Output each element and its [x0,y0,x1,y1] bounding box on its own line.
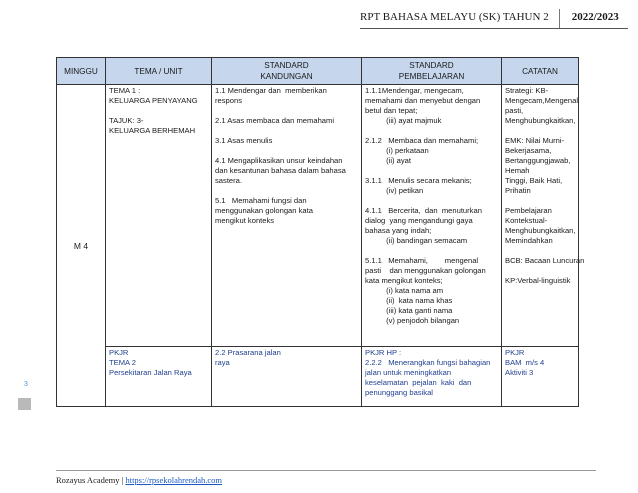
table-header-row [57,58,579,85]
cell-line: Aktiviti 3 [505,368,534,377]
header-sk-line: STANDARD [264,61,309,70]
cell-line: TEMA 1 : [109,86,141,95]
cell-line: (iv) petikan [365,186,424,195]
cell-line: KELUARGA PENYAYANG [109,96,198,105]
cell-line: 4.1.1 Bercerita, dan menuturkan [365,206,482,215]
week-cell: M 4 [57,85,106,407]
cell-line: PKJR [109,348,129,357]
cell-line: TEMA 2 [109,358,137,367]
cell-line: BAM m/s 4 [505,358,545,367]
catatan-cell [502,347,579,407]
tema-cell [106,85,212,347]
page-footer [56,470,596,485]
rpt-table [56,57,585,407]
cell-line: respons [215,96,243,105]
cell-line: Persekitaran Jalan Raya [109,368,192,377]
cell-line: betul dan tepat; [365,106,418,115]
page-header [360,6,628,29]
cell-line: 1.1.1Mendengar, mengecam, [365,86,464,95]
footer-link[interactable]: https://rpsekolahrendah.com [125,475,222,485]
cell-line [215,126,358,136]
cell-line: 2.1 Asas membaca dan memahami [215,116,335,125]
cell-line: Bekerjasama, [505,146,552,155]
page-tab-marker [18,398,31,410]
sp-cell [362,85,502,347]
header-minggu: MINGGU [57,58,106,85]
cell-line: 2.2 Prasarana jalan [215,348,281,357]
cell-line: Mengecam,Mengenal [505,96,579,105]
cell-line: Strategi: KB- [505,86,549,95]
academic-year: 2022/2023 [571,11,619,23]
sk-cell [212,347,362,407]
table-row [57,85,579,347]
page-number: 3 [24,381,28,388]
cell-line: 3.1 Asas menulis [215,136,273,145]
cell-line [505,246,575,256]
cell-line: PKJR HP : [365,348,402,357]
cell-line: (ii) bandingan semacam [365,236,468,245]
cell-line: memahami dan menyebut dengan [365,96,481,105]
cell-line: kata mengikut konteks; [365,276,443,285]
header-standard-kandungan [212,58,362,85]
cell-line: Pembelajaran [505,206,552,215]
cell-line [505,196,575,206]
cell-line: (iii) ayat majmuk [365,116,442,125]
cell-line: 2.1.2 Membaca dan memahami; [365,136,479,145]
cell-line: pasti dan menggunakan golongan [365,266,486,275]
cell-line: jalan untuk meningkatkan [365,368,452,377]
cell-line [215,106,358,116]
cell-line: bahasa yang indah; [365,226,432,235]
cell-line: dialog yang mengandungi gaya [365,216,473,225]
footer-text: Rozayus Academy | [56,475,124,485]
cell-line [365,196,498,206]
cell-line [215,146,358,156]
cell-line: 4.1 Mengaplikasikan unsur keindahan [215,156,343,165]
catatan-cell [502,85,585,347]
cell-line: Tinggi, Baik Hati, [505,176,563,185]
header-sp-line: STANDARD [409,61,454,70]
header-standard-pembelajaran [362,58,502,85]
cell-line: pasti, [505,106,524,115]
document-title: RPT BAHASA MELAYU (SK) TAHUN 2 [360,9,560,28]
cell-line: BCB: Bacaan Luncuran [505,256,585,265]
cell-line: (i) perkataan [365,146,429,155]
cell-line: EMK: Nilai Murni- [505,136,565,145]
table-row [57,347,579,407]
cell-line: 3.1.1 Menulis secara mekanis; [365,176,472,185]
header-sk-line: KANDUNGAN [260,72,313,81]
cell-line: keselamatan pejalan kaki dan [365,378,472,387]
cell-line: dan kesantunan bahasa dalam bahasa [215,166,346,175]
cell-line: 1.1 Mendengar dan memberikan [215,86,327,95]
cell-line: Menghubungkaitkan, [505,226,576,235]
header-sp-line: PEMBELAJARAN [398,72,465,81]
cell-line: raya [215,358,230,367]
cell-line: PKJR [505,348,525,357]
cell-line: Kontekstual- [505,216,548,225]
cell-line: 5.1.1 Memahami, mengenal [365,256,479,265]
cell-line: Prihatin [505,186,531,195]
cell-line: 5.1 Memahami fungsi dan [215,196,307,205]
sp-cell [362,347,502,407]
sk-cell [212,85,362,347]
cell-line: KELUARGA BERHEMAH [109,126,196,135]
cell-line: sastera. [215,176,243,185]
cell-line: penunggang basikal [365,388,433,397]
cell-line: Hemah [505,166,530,175]
tema-cell [106,347,212,407]
cell-line [365,246,498,256]
cell-line: (iii) kata ganti nama [365,306,453,315]
cell-line: (i) kata nama am [365,286,444,295]
cell-line [365,166,498,176]
cell-line [109,106,208,116]
cell-line: (v) penjodoh bilangan [365,316,460,325]
cell-line: 2.2.2 Menerangkan fungsi bahagian [365,358,491,367]
cell-line: menggunakan golongan kata [215,206,313,215]
cell-line [505,126,575,136]
cell-line [365,126,498,136]
header-catatan: CATATAN [502,58,579,85]
cell-line: mengikut konteks [215,216,275,225]
cell-line: TAJUK: 3- [109,116,144,125]
cell-line: (ii) ayat [365,156,411,165]
header-tema-unit: TEMA / UNIT [106,58,212,85]
cell-line: Memindahkan [505,236,553,245]
cell-line: (ii) kata nama khas [365,296,453,305]
cell-line: Menghubungkaitkan, [505,116,576,125]
cell-line: Bertanggungjawab, [505,156,571,165]
cell-line [215,186,358,196]
cell-line: KP:Verbal-linguistik [505,276,571,285]
cell-line [505,266,575,276]
